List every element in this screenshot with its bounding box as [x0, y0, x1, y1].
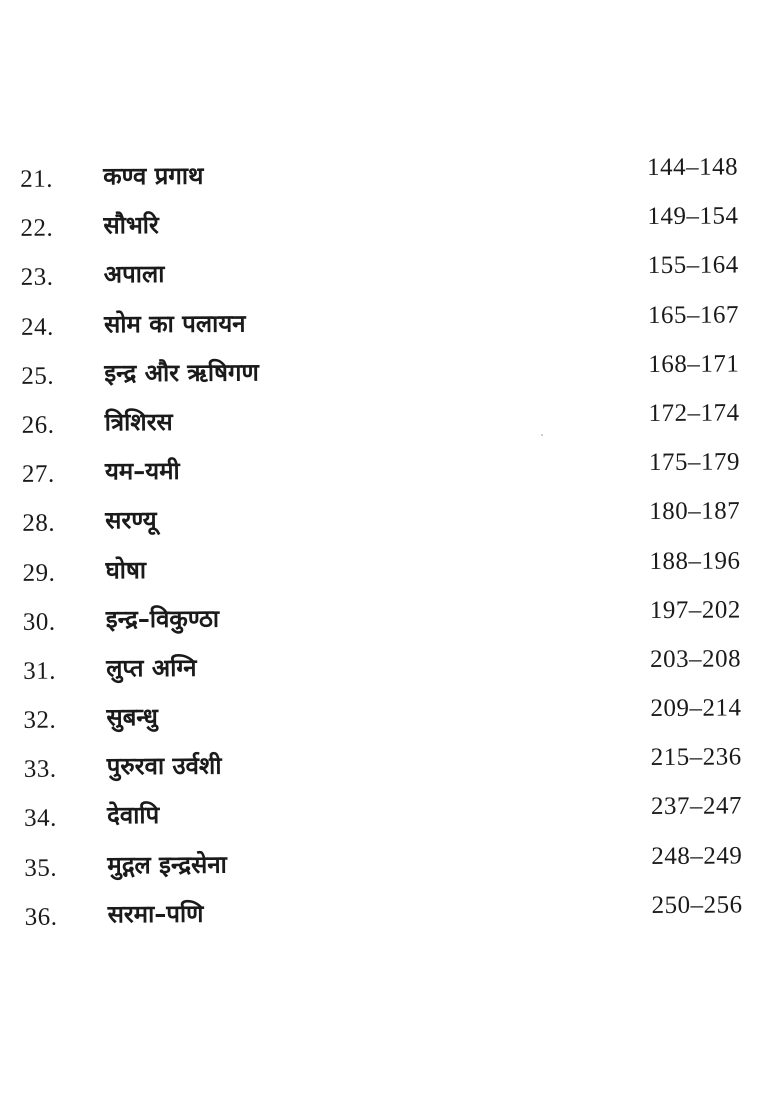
toc-entry-34 — [4, 787, 780, 841]
entry-title: मुद्गल इन्द्रसेना — [107, 850, 227, 879]
entry-number: 23. — [20, 264, 54, 292]
toc-entry-29 — [2, 541, 780, 595]
entry-number: 24. — [20, 313, 54, 341]
toc-entry-26 — [2, 393, 780, 447]
entry-number: 30. — [22, 608, 56, 636]
toc-entry-23 — [1, 246, 780, 300]
scan-speck — [541, 434, 543, 436]
entry-page-range: 203–208 — [650, 645, 742, 673]
entry-title: इन्द्र और ऋषिगण — [104, 358, 259, 388]
entry-number: 32. — [23, 706, 57, 734]
entry-page-range: 215–236 — [650, 743, 742, 772]
entry-number: 36. — [24, 903, 58, 931]
entry-title: घोषा — [105, 555, 147, 584]
entry-title: लुप्त अग्नि — [106, 653, 197, 683]
toc-entry-31 — [3, 639, 780, 693]
entry-title: अपाला — [103, 260, 165, 289]
entry-page-range: 149–154 — [647, 202, 739, 231]
toc-entry-21 — [0, 147, 780, 201]
entry-page-range: 188–196 — [649, 546, 741, 575]
entry-title: सोम का पलायन — [103, 309, 246, 338]
entry-title: पुरुरवा उर्वशी — [106, 751, 222, 781]
entry-number: 25. — [21, 362, 55, 390]
entry-number: 31. — [23, 657, 57, 685]
entry-number: 28. — [22, 509, 56, 538]
entry-title: देवापि — [106, 801, 160, 830]
entry-number: 27. — [21, 460, 55, 488]
entry-number: 35. — [24, 854, 58, 882]
entry-title: सुबन्धु — [106, 703, 158, 732]
toc-entry-22 — [0, 196, 780, 250]
entry-number: 34. — [23, 805, 57, 833]
entry-title: यम–यमी — [104, 457, 180, 486]
toc-entry-28 — [2, 492, 780, 546]
entry-number: 33. — [23, 755, 57, 784]
entry-number: 29. — [22, 559, 56, 587]
entry-number: 22. — [20, 214, 54, 243]
entry-page-range: 250–256 — [651, 891, 743, 919]
entry-page-range: 180–187 — [649, 497, 741, 526]
entry-page-range: 172–174 — [648, 399, 740, 427]
toc-entry-32 — [3, 688, 780, 742]
toc-entry-27 — [2, 442, 780, 496]
toc-entry-35 — [4, 836, 780, 890]
table-of-contents — [0, 147, 780, 939]
entry-number: 21. — [20, 165, 53, 193]
toc-entry-30 — [3, 590, 780, 644]
entry-title: सौभरि — [103, 211, 159, 240]
entry-title: त्रिशिरस — [104, 407, 173, 437]
entry-page-range: 248–249 — [651, 842, 743, 870]
entry-page-range: 237–247 — [650, 792, 743, 821]
entry-page-range: 197–202 — [649, 596, 741, 624]
entry-page-range: 165–167 — [647, 301, 740, 329]
entry-number: 26. — [21, 411, 55, 439]
toc-entry-25 — [1, 344, 780, 398]
toc-entry-24 — [1, 295, 780, 349]
entry-title: सरमा–पणि — [107, 899, 204, 929]
toc-entry-33 — [4, 737, 780, 791]
entry-page-range: 144–148 — [647, 153, 739, 182]
entry-page-range: 155–164 — [647, 251, 739, 280]
toc-entry-36 — [5, 885, 780, 939]
entry-title: कण्व प्रगाथ — [103, 161, 204, 191]
entry-title: इन्द्र–विकुण्ठा — [105, 604, 220, 634]
entry-page-range: 175–179 — [648, 448, 740, 477]
entry-page-range: 209–214 — [650, 694, 742, 723]
entry-page-range: 168–171 — [648, 350, 740, 378]
entry-title: सरण्यू — [105, 506, 157, 535]
